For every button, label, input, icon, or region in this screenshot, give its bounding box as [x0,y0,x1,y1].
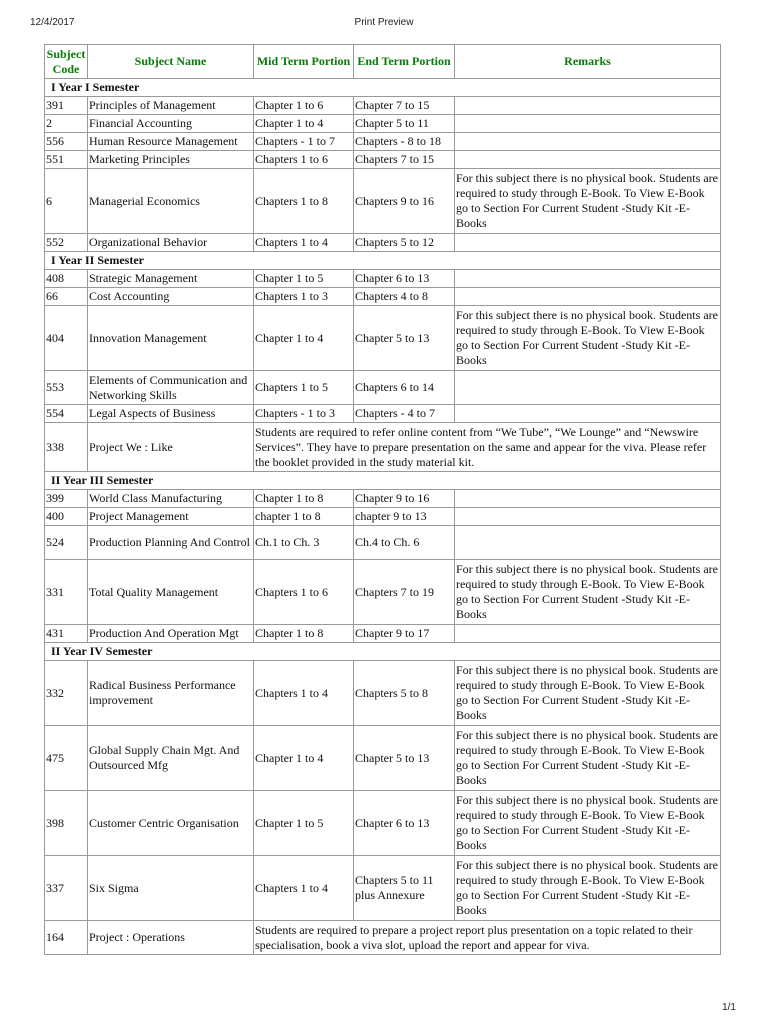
end-term-cell: Chapters 6 to 14 [354,371,455,405]
table-row [45,169,721,234]
mid-term-cell: Chapter 1 to 5 [254,791,354,856]
page-number: 1/1 [722,1002,736,1013]
table-row [45,151,721,169]
subject-code-cell: 2 [45,115,88,133]
remarks-cell: For this subject there is no physical book. Students are required to study through E-Book. To View E-Book go to Section For Current Student -Study Kit -E-Books [455,169,721,234]
subject-code-cell: 398 [45,791,88,856]
subject-code-cell: 524 [45,526,88,560]
subject-code-cell: 399 [45,490,88,508]
print-date: 12/4/2017 [30,17,75,28]
subject-code-cell: 400 [45,508,88,526]
end-term-cell: Chapter 5 to 11 [354,115,455,133]
mid-term-cell: Chapters 1 to 4 [254,661,354,726]
syllabus-table [44,44,721,955]
remarks-cell [455,490,721,508]
subject-name-cell: Project We : Like [88,423,254,472]
semester-row [45,472,721,490]
mid-term-cell: Chapters 1 to 6 [254,151,354,169]
mid-term-cell: Chapter 1 to 4 [254,726,354,791]
subject-code-cell: 337 [45,856,88,921]
subject-code-cell: 332 [45,661,88,726]
subject-name-cell: Financial Accounting [88,115,254,133]
mid-term-cell: Chapters - 1 to 7 [254,133,354,151]
subject-code-cell: 6 [45,169,88,234]
table-row [45,115,721,133]
mid-term-cell: Chapters 1 to 3 [254,288,354,306]
end-term-cell: Chapter 7 to 15 [354,97,455,115]
remarks-cell [455,270,721,288]
end-term-cell: chapter 9 to 13 [354,508,455,526]
remarks-cell: For this subject there is no physical book. Students are required to study through E-Book. To View E-Book go to Section For Current Student -Study Kit -E-Books [455,791,721,856]
remarks-cell [455,151,721,169]
end-term-cell: Ch.4 to Ch. 6 [354,526,455,560]
remarks-cell [455,371,721,405]
table-row [45,856,721,921]
mid-term-cell: Chapter 1 to 5 [254,270,354,288]
semester-title: I Year I Semester [45,79,721,97]
remarks-cell [455,625,721,643]
end-term-cell: Chapter 9 to 17 [354,625,455,643]
mid-term-cell: Chapters 1 to 8 [254,169,354,234]
table-row [45,526,721,560]
subject-name-cell: Cost Accounting [88,288,254,306]
subject-name-cell: World Class Manufacturing [88,490,254,508]
col-header-name: Subject Name [88,45,254,79]
end-term-cell: Chapters 4 to 8 [354,288,455,306]
table-row [45,270,721,288]
subject-name-cell: Innovation Management [88,306,254,371]
end-term-cell: Chapters 5 to 8 [354,661,455,726]
remarks-cell: For this subject there is no physical book. Students are required to study through E-Book. To View E-Book go to Section For Current Student -Study Kit -E-Books [455,560,721,625]
subject-code-cell: 391 [45,97,88,115]
col-header-remarks: Remarks [455,45,721,79]
table-row [45,405,721,423]
table-row [45,371,721,405]
end-term-cell: Chapters 9 to 16 [354,169,455,234]
mid-term-cell: Chapter 1 to 8 [254,625,354,643]
subject-name-cell: Marketing Principles [88,151,254,169]
table-row [45,288,721,306]
remarks-cell [455,526,721,560]
subject-code-cell: 164 [45,921,88,955]
semester-title: II Year IV Semester [45,643,721,661]
remarks-cell [455,288,721,306]
table-row [45,508,721,526]
remarks-cell [455,115,721,133]
semester-row [45,643,721,661]
col-header-code: Subject Code [45,45,88,79]
subject-name-cell: Global Supply Chain Mgt. And Outsourced Mfg [88,726,254,791]
remarks-cell: For this subject there is no physical book. Students are required to study through E-Book. To View E-Book go to Section For Current Student -Study Kit -E-Books [455,306,721,371]
subject-name-cell: Organizational Behavior [88,234,254,252]
table-row [45,726,721,791]
remarks-cell [455,234,721,252]
end-term-cell: Chapters 7 to 15 [354,151,455,169]
mid-term-cell: chapter 1 to 8 [254,508,354,526]
table-row [45,560,721,625]
subject-name-cell: Project : Operations [88,921,254,955]
subject-code-cell: 551 [45,151,88,169]
subject-code-cell: 404 [45,306,88,371]
end-term-cell: Chapter 6 to 13 [354,270,455,288]
mid-term-cell: Chapter 1 to 6 [254,97,354,115]
subject-name-cell: Radical Business Performance improvement [88,661,254,726]
remarks-cell [455,508,721,526]
table-body [45,79,721,955]
subject-name-cell: Six Sigma [88,856,254,921]
project-instructions-cell: Students are required to prepare a project report plus presentation on a topic related to their specialisation, book a viva slot, upload the report and appear for viva. [254,921,721,955]
subject-name-cell: Customer Centric Organisation [88,791,254,856]
table-row [45,661,721,726]
table-row [45,234,721,252]
table-row [45,490,721,508]
end-term-cell: Chapter 5 to 13 [354,726,455,791]
semester-title: I Year II Semester [45,252,721,270]
remarks-cell: For this subject there is no physical book. Students are required to study through E-Book. To View E-Book go to Section For Current Student -Study Kit -E-Books [455,661,721,726]
table-row [45,306,721,371]
end-term-cell: Chapters - 4 to 7 [354,405,455,423]
end-term-cell: Chapters - 8 to 18 [354,133,455,151]
project-instructions-cell: Students are required to refer online content from “We Tube”, “We Lounge” and “Newswire Services”. They have to prepare presentation on the same and appear for the viva. Please refer the booklet provided in the study material kit. [254,423,721,472]
end-term-cell: Chapter 5 to 13 [354,306,455,371]
end-term-cell: Chapter 9 to 16 [354,490,455,508]
mid-term-cell: Chapters 1 to 4 [254,856,354,921]
col-header-mid: Mid Term Portion [254,45,354,79]
subject-code-cell: 408 [45,270,88,288]
mid-term-cell: Chapters 1 to 6 [254,560,354,625]
table-row [45,791,721,856]
mid-term-cell: Ch.1 to Ch. 3 [254,526,354,560]
subject-name-cell: Project Management [88,508,254,526]
print-preview-title: Print Preview [354,17,414,28]
table-row [45,921,721,955]
subject-name-cell: Production Planning And Control [88,526,254,560]
table-row [45,133,721,151]
end-term-cell: Chapters 5 to 12 [354,234,455,252]
mid-term-cell: Chapter 1 to 4 [254,306,354,371]
table-row [45,423,721,472]
semester-row [45,252,721,270]
remarks-cell [455,405,721,423]
subject-name-cell: Legal Aspects of Business [88,405,254,423]
remarks-cell [455,133,721,151]
subject-name-cell: Human Resource Management [88,133,254,151]
mid-term-cell: Chapters - 1 to 3 [254,405,354,423]
subject-code-cell: 331 [45,560,88,625]
subject-name-cell: Managerial Economics [88,169,254,234]
subject-code-cell: 553 [45,371,88,405]
end-term-cell: Chapter 6 to 13 [354,791,455,856]
mid-term-cell: Chapters 1 to 5 [254,371,354,405]
table-row [45,97,721,115]
end-term-cell: Chapters 7 to 19 [354,560,455,625]
subject-name-cell: Elements of Communication and Networking Skills [88,371,254,405]
remarks-cell: For this subject there is no physical book. Students are required to study through E-Book. To View E-Book go to Section For Current Student -Study Kit -E-Books [455,856,721,921]
subject-code-cell: 338 [45,423,88,472]
mid-term-cell: Chapter 1 to 8 [254,490,354,508]
mid-term-cell: Chapter 1 to 4 [254,115,354,133]
table-row [45,625,721,643]
subject-code-cell: 431 [45,625,88,643]
remarks-cell [455,97,721,115]
subject-name-cell: Production And Operation Mgt [88,625,254,643]
subject-code-cell: 556 [45,133,88,151]
subject-code-cell: 554 [45,405,88,423]
semester-row [45,79,721,97]
subject-name-cell: Strategic Management [88,270,254,288]
subject-code-cell: 66 [45,288,88,306]
subject-name-cell: Total Quality Management [88,560,254,625]
table-header-row [45,45,721,79]
col-header-end: End Term Portion [354,45,455,79]
subject-code-cell: 475 [45,726,88,791]
mid-term-cell: Chapters 1 to 4 [254,234,354,252]
subject-code-cell: 552 [45,234,88,252]
semester-title: II Year III Semester [45,472,721,490]
remarks-cell: For this subject there is no physical book. Students are required to study through E-Book. To View E-Book go to Section For Current Student -Study Kit -E-Books [455,726,721,791]
end-term-cell: Chapters 5 to 11 plus Annexure [354,856,455,921]
subject-name-cell: Principles of Management [88,97,254,115]
